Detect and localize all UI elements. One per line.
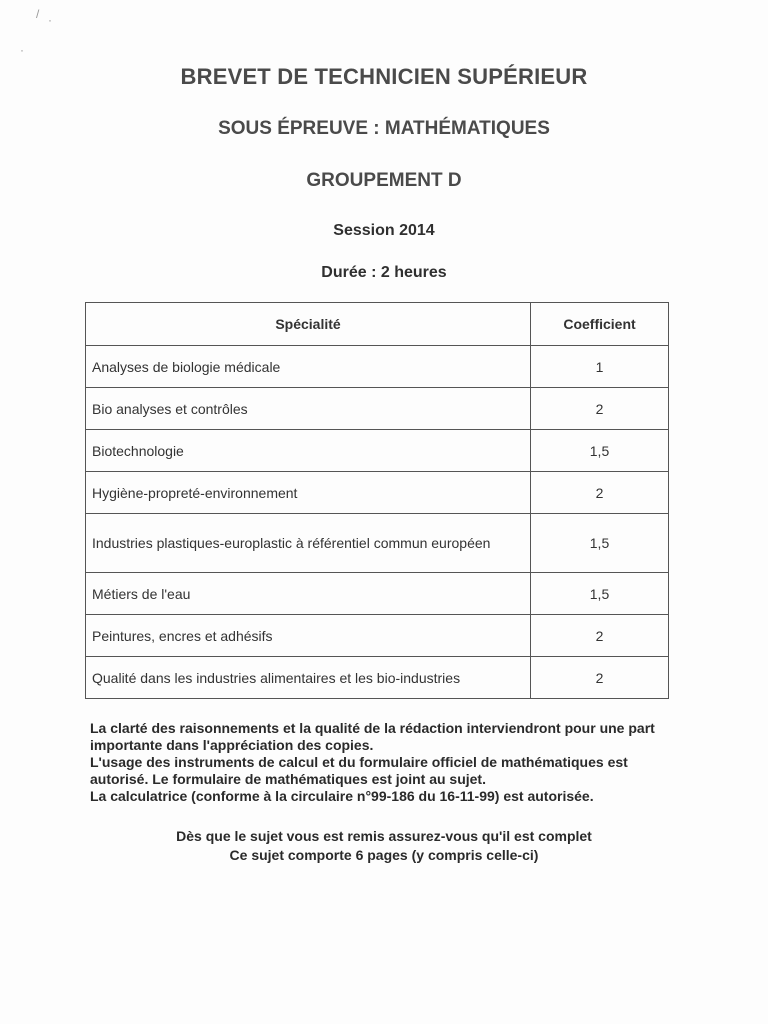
table-header-row bbox=[86, 303, 669, 346]
scan-mark: · bbox=[20, 43, 24, 57]
specialite-cell: Industries plastiques-europlastic à référentiel commun européen bbox=[86, 514, 531, 573]
exam-group: GROUPEMENT D bbox=[306, 170, 462, 191]
specialite-cell: Biotechnologie bbox=[86, 430, 531, 472]
table-row bbox=[86, 346, 669, 388]
exam-session: Session 2014 bbox=[333, 222, 435, 239]
coefficient-cell: 1,5 bbox=[531, 430, 669, 472]
coefficient-cell: 1,5 bbox=[531, 514, 669, 573]
table-row bbox=[86, 430, 669, 472]
instruction-calculator: La calculatrice (conforme à la circulaire n°99-186 du 16-11-99) est autorisée. bbox=[90, 788, 594, 804]
completeness-notice bbox=[0, 827, 768, 865]
exam-duration: Durée : 2 heures bbox=[321, 264, 447, 281]
instruction-clarity: La clarté des raisonnements et la qualité de la rédaction interviendront pour une part importante dans l'appréciation des copies. bbox=[90, 720, 655, 753]
table-row bbox=[86, 472, 669, 514]
specialite-cell: Peintures, encres et adhésifs bbox=[86, 615, 531, 657]
scan-mark: / bbox=[36, 7, 40, 21]
table-row bbox=[86, 388, 669, 430]
table-row bbox=[86, 615, 669, 657]
specialite-cell: Hygiène-propreté-environnement bbox=[86, 472, 531, 514]
instructions-block bbox=[90, 720, 680, 805]
coefficient-cell: 1 bbox=[531, 346, 669, 388]
notice-check-complete: Dès que le sujet vous est remis assurez-vous qu'il est complet bbox=[176, 828, 592, 844]
coefficient-cell: 2 bbox=[531, 615, 669, 657]
notice-page-count: Ce sujet comporte 6 pages (y compris celle-ci) bbox=[229, 847, 539, 863]
coefficient-cell: 2 bbox=[531, 388, 669, 430]
coefficient-cell: 2 bbox=[531, 472, 669, 514]
column-header-coefficient: Coefficient bbox=[531, 303, 669, 346]
scan-mark: · bbox=[48, 13, 52, 27]
coefficient-cell: 2 bbox=[531, 657, 669, 699]
table-row bbox=[86, 573, 669, 615]
table-row bbox=[86, 514, 669, 573]
specialite-cell: Métiers de l'eau bbox=[86, 573, 531, 615]
table-row bbox=[86, 657, 669, 699]
column-header-specialite: Spécialité bbox=[86, 303, 531, 346]
exam-title: BREVET DE TECHNICIEN SUPÉRIEUR bbox=[180, 64, 588, 89]
exam-subtitle: SOUS ÉPREUVE : MATHÉMATIQUES bbox=[218, 118, 550, 139]
instruction-instruments: L'usage des instruments de calcul et du formulaire officiel de mathématiques est autorisé. Le formulaire de mathématiques est joint au sujet. bbox=[90, 754, 628, 787]
specialite-cell: Qualité dans les industries alimentaires et les bio-industries bbox=[86, 657, 531, 699]
specialite-cell: Analyses de biologie médicale bbox=[86, 346, 531, 388]
coefficient-cell: 1,5 bbox=[531, 573, 669, 615]
specialty-table bbox=[85, 302, 669, 699]
specialite-cell: Bio analyses et contrôles bbox=[86, 388, 531, 430]
